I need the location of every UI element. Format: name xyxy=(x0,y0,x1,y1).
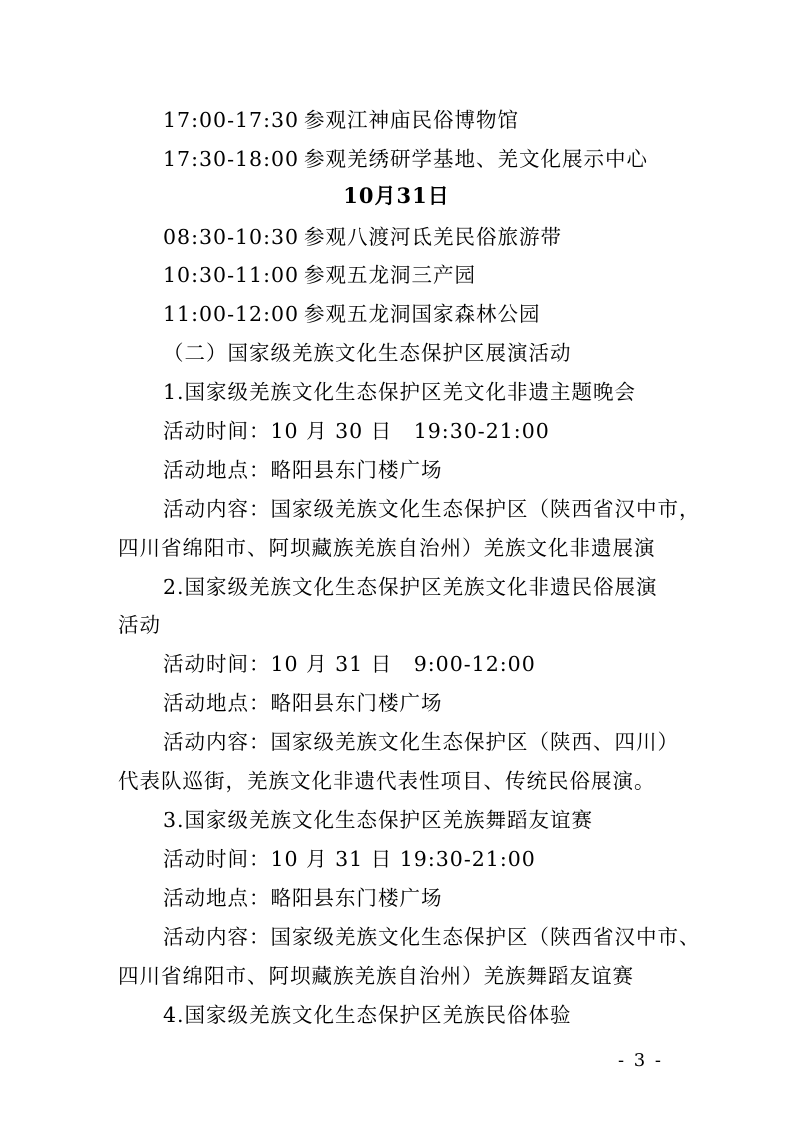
schedule-time: 17:30-18:00 xyxy=(163,147,300,171)
schedule-row xyxy=(163,147,648,171)
schedule-time: 08:30-10:30 xyxy=(163,225,300,249)
schedule-row xyxy=(163,225,562,249)
item-title: 1.国家级羌族文化生态保护区羌文化非遗主题晚会 xyxy=(163,380,637,404)
schedule-time: 17:00-17:30 xyxy=(163,108,300,132)
schedule-time: 11:00-12:00 xyxy=(163,302,300,326)
item-content: 四川省绵阳市、阿坝藏族羌族自治州）羌族舞蹈友谊赛 xyxy=(118,964,634,988)
item-place: 活动地点：略阳县东门楼广场 xyxy=(163,886,443,910)
schedule-row xyxy=(163,108,519,132)
schedule-activity: 参观五龙洞国家森林公园 xyxy=(304,302,541,326)
item-title: 活动 xyxy=(118,613,161,637)
item-content: 活动内容：国家级羌族文化生态保护区（陕西省汉中市、 xyxy=(163,925,701,949)
schedule-activity: 参观五龙洞三产园 xyxy=(304,263,476,287)
item-content: 代表队巡街，羌族文化非遗代表性项目、传统民俗展演。 xyxy=(118,769,656,793)
item-content: 活动内容：国家级羌族文化生态保护区（陕西、四川） xyxy=(163,730,679,754)
item-title: 3.国家级羌族文化生态保护区羌族舞蹈友谊赛 xyxy=(163,808,594,832)
schedule-activity: 参观江神庙民俗博物馆 xyxy=(304,108,519,132)
item-place: 活动地点：略阳县东门楼广场 xyxy=(163,458,443,482)
item-title: 4.国家级羌族文化生态保护区羌族民俗体验 xyxy=(163,1003,572,1027)
schedule-time: 10:30-11:00 xyxy=(163,263,300,287)
item-content: 活动内容：国家级羌族文化生态保护区（陕西省汉中市， xyxy=(163,497,701,521)
schedule-row xyxy=(163,263,476,287)
schedule-activity: 参观羌绣研学基地、羌文化展示中心 xyxy=(304,147,648,171)
item-time: 活动时间：10 月 31 日 19:30-21:00 xyxy=(163,847,536,871)
item-content: 四川省绵阳市、阿坝藏族羌族自治州）羌族文化非遗展演 xyxy=(118,536,656,560)
item-title: 2.国家级羌族文化生态保护区羌族文化非遗民俗展演 xyxy=(163,575,658,599)
schedule-row xyxy=(163,302,541,326)
item-time: 活动时间：10 月 30 日 19:30-21:00 xyxy=(163,419,550,443)
date-heading: 10月31日 xyxy=(343,183,450,208)
section-heading: （二）国家级羌族文化生态保护区展演活动 xyxy=(163,341,572,365)
item-place: 活动地点：略阳县东门楼广场 xyxy=(163,691,443,715)
item-time: 活动时间：10 月 31 日 9:00-12:00 xyxy=(163,652,536,676)
page-number: - 3 - xyxy=(617,1050,663,1071)
schedule-activity: 参观八渡河氐羌民俗旅游带 xyxy=(304,225,562,249)
